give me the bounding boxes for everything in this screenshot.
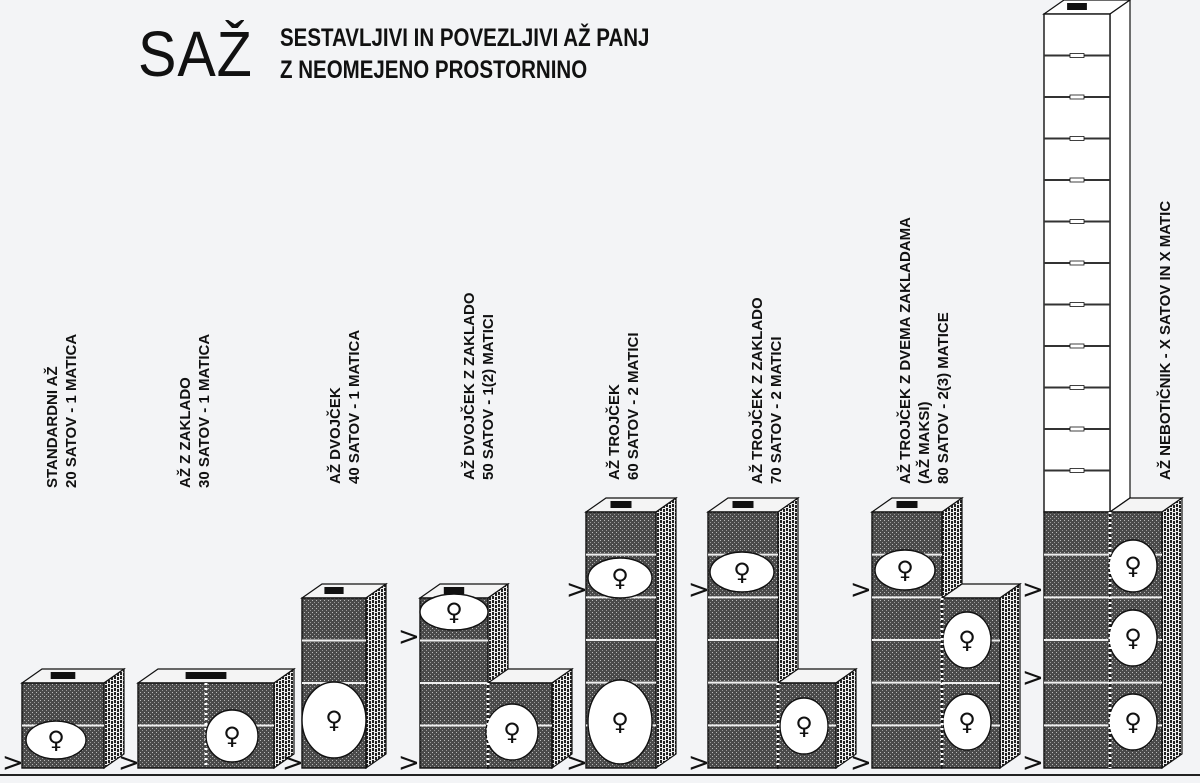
- subtitle-line-1: SESTAVLJIVI IN POVEZLJIVI AŽ PANJ: [280, 24, 650, 52]
- entrance-arrow: >: [850, 748, 872, 778]
- queen-window: [875, 550, 935, 590]
- queen-window: [943, 612, 991, 668]
- hive-label-maksi: AŽ TROJČEK Z DVEMA ZAKLADAMA (AŽ MAKSI) 80 SATOV - 2(3) MATICE: [897, 217, 952, 484]
- hive-box: [1044, 0, 1130, 512]
- frame-connector: [1070, 303, 1084, 307]
- box-side: [1110, 0, 1130, 512]
- frame-connector: [1070, 178, 1084, 182]
- frame-connector: [1070, 137, 1084, 141]
- entrance-arrow: >: [2, 748, 24, 778]
- entrance-arrow: >: [1022, 663, 1044, 693]
- box-side: [366, 584, 386, 768]
- queen-symbol: ♀: [958, 708, 976, 736]
- queen-window: [1109, 610, 1157, 666]
- frame-connector: [1070, 95, 1084, 99]
- entrance-arrow: >: [1022, 748, 1044, 778]
- queen-symbol: ♀: [1124, 708, 1142, 736]
- queen-symbol: ♀: [445, 598, 463, 626]
- frame-connector: [1070, 220, 1084, 224]
- queen-window: [780, 698, 828, 754]
- entrance-arrow: >: [1022, 575, 1044, 605]
- hive-label-dvojcek: AŽ DVOJČEK 40 SATOV - 1 MATICA: [327, 329, 363, 484]
- queen-window: [1109, 694, 1157, 750]
- frame-connector: [1070, 344, 1084, 348]
- frame-connector: [1070, 54, 1084, 58]
- feeder-slot: [444, 587, 464, 594]
- frame-connector: [1070, 386, 1084, 390]
- queen-window: [26, 721, 86, 759]
- queen-window: [943, 694, 991, 750]
- queen-symbol: ♀: [223, 722, 241, 750]
- queen-symbol: ♀: [611, 564, 629, 592]
- entrance-arrow: >: [282, 748, 304, 778]
- feeder-slot: [1067, 3, 1087, 10]
- queen-symbol: ♀: [47, 726, 65, 754]
- hive-label-trojcek-zaklado: AŽ TROJČEK Z ZAKLADO 70 SATOV - 2 MATICI: [749, 297, 785, 484]
- subtitle-line-2: Z NEOMEJENO PROSTORNINO: [280, 56, 588, 84]
- entrance-arrow: >: [688, 575, 710, 605]
- queen-symbol: ♀: [325, 706, 343, 734]
- page-title: SAŽ: [138, 18, 253, 90]
- entrance-arrow: >: [688, 748, 710, 778]
- queen-window: [302, 682, 366, 758]
- box-side: [1000, 584, 1020, 768]
- feeder-slot: [324, 587, 343, 594]
- queen-symbol: ♀: [795, 712, 813, 740]
- entrance-arrow: >: [398, 748, 420, 778]
- hive-label-zaklado: AŽ Z ZAKLADO 30 SATOV - 1 MATICA: [177, 333, 213, 488]
- hive-label-standard: STANDARDNI AŽ 20 SATOV - 1 MATICA: [44, 333, 80, 488]
- feeder-slot: [186, 672, 227, 679]
- queen-window: [588, 558, 652, 598]
- entrance-arrow: >: [566, 748, 588, 778]
- feeder-slot: [733, 501, 754, 508]
- queen-symbol: ♀: [611, 708, 629, 736]
- hive-label-dvojcek-zaklado: AŽ DVOJČEK Z ZAKLADO 50 SATOV - 1(2) MATICI: [461, 292, 497, 480]
- entrance-arrow: >: [398, 622, 420, 652]
- hive-label-neboticnik: AŽ NEBOTIČNIK - X SATOV IN X MATIC: [1157, 200, 1174, 480]
- frame-connector: [1070, 427, 1084, 431]
- feeder-slot: [51, 672, 76, 679]
- feeder-slot: [897, 501, 918, 508]
- queen-window: [710, 552, 774, 592]
- frame-connector: [1070, 261, 1084, 265]
- queen-window: [206, 710, 258, 762]
- queen-symbol: ♀: [503, 718, 521, 746]
- queen-window: [588, 680, 652, 764]
- entrance-arrow: >: [566, 575, 588, 605]
- queen-symbol: ♀: [1124, 552, 1142, 580]
- hive-label-trojcek: AŽ TROJČEK 60 SATOV - 2 MATICI: [606, 332, 642, 480]
- queen-symbol: ♀: [958, 626, 976, 654]
- queen-window: [486, 704, 538, 760]
- queen-window: [420, 594, 488, 630]
- feeder-slot: [611, 501, 632, 508]
- queen-symbol: ♀: [896, 556, 914, 584]
- box-side: [1162, 498, 1182, 768]
- entrance-arrow: >: [850, 575, 872, 605]
- queen-symbol: ♀: [1124, 624, 1142, 652]
- entrance-arrow: >: [118, 748, 140, 778]
- box-side: [656, 498, 676, 768]
- queen-window: [1109, 540, 1157, 592]
- frame-connector: [1070, 469, 1084, 473]
- queen-symbol: ♀: [733, 558, 751, 586]
